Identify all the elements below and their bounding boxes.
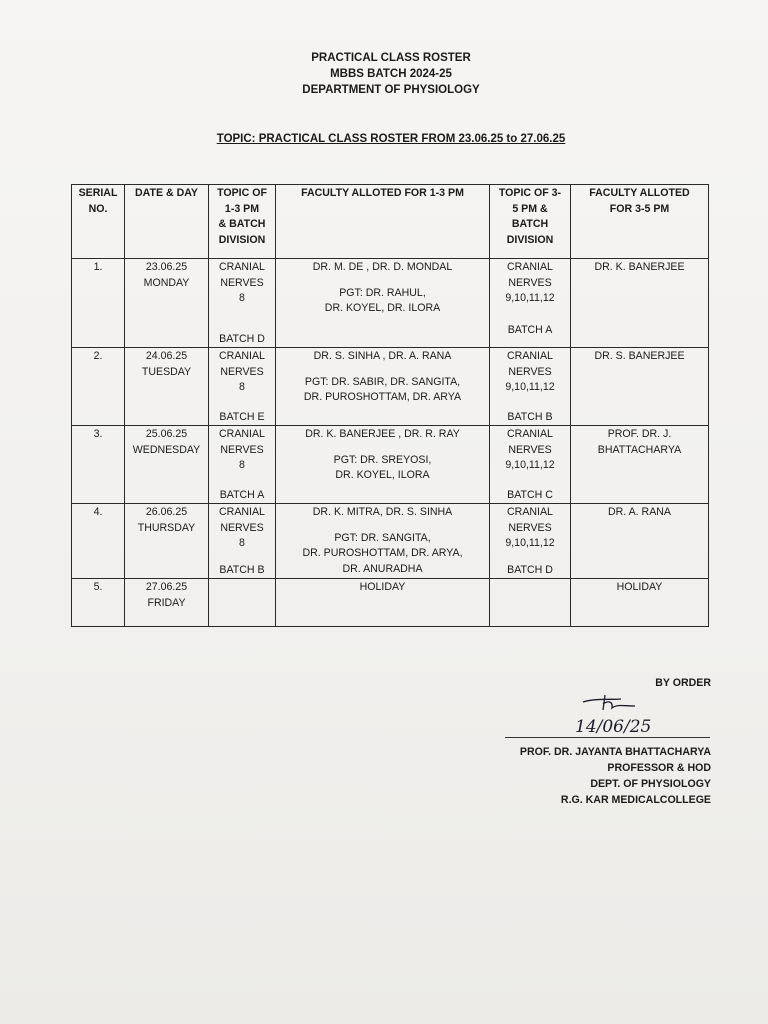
date-cell: 23.06.25 MONDAY [125, 259, 209, 348]
faculty-1-3-cell: DR. K. BANERJEE , DR. R. RAY PGT: DR. SREYOSI, DR. KOYEL, ILORA [276, 426, 490, 504]
table-row [72, 259, 709, 348]
table-row [72, 504, 709, 579]
faculty-1-3-cell: DR. K. MITRA, DR. S. SINHA PGT: DR. SANGITA, DR. PUROSHOTTAM, DR. ARYA, DR. ANURADHA [276, 504, 490, 579]
batch-label: BATCH D [219, 332, 265, 345]
topic-1-3-cell: CRANIAL NERVES 8 BATCH A [209, 426, 276, 504]
faculty-3-5-cell: PROF. DR. J. BHATTACHARYA [571, 426, 709, 504]
faculty-1-3-cell: DR. S. SINHA , DR. A. RANA PGT: DR. SABIR, DR. SANGITA, DR. PUROSHOTTAM, DR. ARYA [276, 348, 490, 426]
batch-label: BATCH B [507, 410, 553, 423]
header-topic-3-5: TOPIC OF 3- 5 PM & BATCH DIVISION [490, 185, 571, 259]
date-cell: 25.06.25 WEDNESDAY [125, 426, 209, 504]
table-row [72, 426, 709, 504]
faculty-3-5-cell: DR. S. BANERJEE [571, 348, 709, 426]
faculty-3-5-cell: DR. K. BANERJEE [571, 259, 709, 348]
faculty-3-5-cell: HOLIDAY [571, 579, 709, 627]
serial-cell: 4. [72, 504, 125, 579]
header-department: DEPARTMENT OF PHYSIOLOGY [302, 84, 480, 96]
by-order-label: BY ORDER [655, 677, 711, 689]
topic-1-3-cell: CRANIAL NERVES 8 BATCH D [209, 259, 276, 348]
header-title: PRACTICAL CLASS ROSTER [311, 52, 471, 64]
table-header-row [72, 185, 709, 259]
serial-cell: 1. [72, 259, 125, 348]
batch-label: BATCH A [219, 488, 265, 501]
date-cell: 27.06.25 FRIDAY [125, 579, 209, 627]
roster-table [71, 184, 709, 627]
header-serial: SERIAL NO. [72, 185, 125, 259]
date-cell: 26.06.25 THURSDAY [125, 504, 209, 579]
faculty-3-5-cell: DR. A. RANA [571, 504, 709, 579]
serial-cell: 5. [72, 579, 125, 627]
header-faculty-3-5: FACULTY ALLOTED FOR 3-5 PM [571, 185, 709, 259]
batch-label: BATCH B [219, 563, 265, 576]
topic-1-3-cell [209, 579, 276, 627]
topic-1-3-cell: CRANIAL NERVES 8 BATCH E [209, 348, 276, 426]
topic-3-5-cell: CRANIAL NERVES 9,10,11,12 BATCH C [490, 426, 571, 504]
topic-3-5-cell: CRANIAL NERVES 9,10,11,12 BATCH A [490, 259, 571, 348]
signatory-title: PROFESSOR & HOD [607, 762, 711, 774]
header-topic-1-3: TOPIC OF 1-3 PM & BATCH DIVISION [209, 185, 276, 259]
faculty-1-3-cell: DR. M. DE , DR. D. MONDAL PGT: DR. RAHUL, DR. KOYEL, DR. ILORA [276, 259, 490, 348]
date-cell: 24.06.25 TUESDAY [125, 348, 209, 426]
topic-line [0, 133, 768, 145]
header-faculty-1-3: FACULTY ALLOTED FOR 1-3 PM [276, 185, 490, 259]
header-batch: MBBS BATCH 2024-25 [330, 68, 452, 80]
signature-date: 14/06/25 [575, 717, 652, 737]
topic-1-3-cell: CRANIAL NERVES 8 BATCH B [209, 504, 276, 579]
topic-text: TOPIC: PRACTICAL CLASS ROSTER FROM 23.06.25 to 27.06.25 [216, 133, 566, 145]
topic-3-5-cell: CRANIAL NERVES 9,10,11,12 BATCH D [490, 504, 571, 579]
batch-label: BATCH C [507, 488, 553, 501]
table-row [72, 579, 709, 627]
serial-cell: 2. [72, 348, 125, 426]
batch-label: BATCH E [219, 410, 265, 423]
header-date-day: DATE & DAY [125, 185, 209, 259]
table-row [72, 348, 709, 426]
topic-3-5-cell: CRANIAL NERVES 9,10,11,12 BATCH B [490, 348, 571, 426]
faculty-1-3-cell: HOLIDAY [276, 579, 490, 627]
topic-3-5-cell [490, 579, 571, 627]
signature-block [500, 675, 711, 808]
serial-cell: 3. [72, 426, 125, 504]
batch-label: BATCH A [507, 323, 553, 336]
signatory-name: PROF. DR. JAYANTA BHATTACHARYA [519, 746, 711, 758]
signatory-college: R.G. KAR MEDICALCOLLEGE [560, 794, 711, 806]
signatory-department: DEPT. OF PHYSIOLOGY [590, 778, 711, 790]
document-header [0, 50, 768, 98]
batch-label: BATCH D [507, 563, 553, 576]
